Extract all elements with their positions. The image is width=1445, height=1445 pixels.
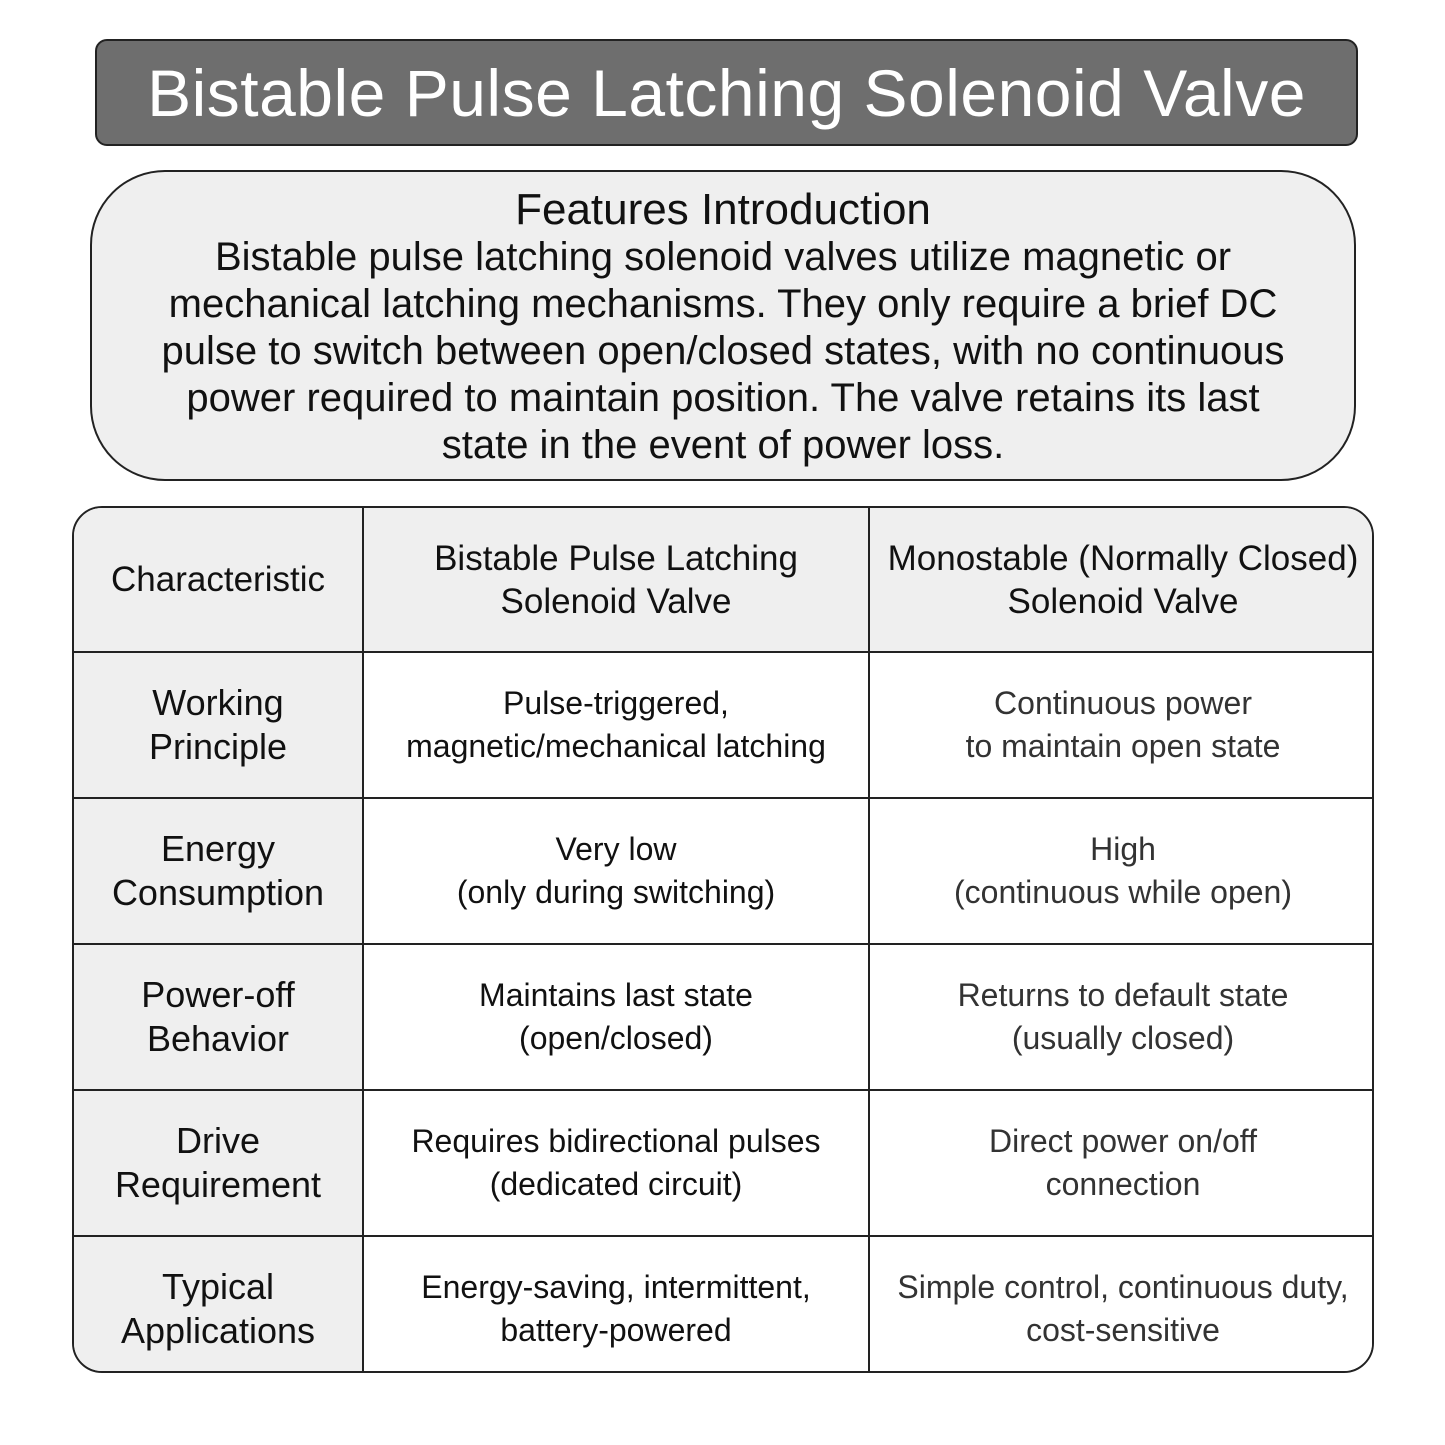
bistable-cell	[363, 1236, 869, 1373]
cell-text: Simple control, continuous duty,	[897, 1269, 1349, 1305]
row-label-text: Consumption	[111, 872, 325, 913]
table-header-row	[74, 508, 1374, 652]
cell-text: Pulse-triggered,	[503, 685, 729, 721]
monostable-cell	[869, 1236, 1374, 1373]
monostable-cell	[869, 1090, 1374, 1236]
monostable-cell	[869, 652, 1374, 798]
table-row-typical-applications	[74, 1236, 1374, 1373]
row-label	[74, 1090, 363, 1236]
cell-text: Energy-saving, intermittent,	[421, 1269, 811, 1305]
header-text: Bistable Pulse Latching	[434, 538, 798, 578]
cell-text: Requires bidirectional pulses	[411, 1123, 821, 1159]
row-label-text: Power-off	[141, 974, 295, 1015]
row-label-text: Working	[152, 682, 284, 723]
cell-text: (continuous while open)	[954, 874, 1292, 910]
row-label	[74, 652, 363, 798]
monostable-cell	[869, 798, 1374, 944]
bistable-cell	[363, 944, 869, 1090]
row-label	[74, 944, 363, 1090]
cell-text: High	[1090, 831, 1156, 867]
monostable-cell	[869, 944, 1374, 1090]
row-label-text: Applications	[120, 1310, 316, 1351]
row-label-text: Requirement	[114, 1164, 322, 1205]
cell-text: Very low	[555, 831, 677, 867]
comparison-table	[72, 506, 1374, 1373]
page-title: Bistable Pulse Latching Solenoid Valve	[147, 55, 1306, 130]
intro-body: Bistable pulse latching solenoid valves utilize magnetic or mechanical latching mechanisms. They only require a brief DC pulse to switch between open/closed states, with no continuous power required to maintain position. The valve retains its last state in the event of power loss.	[161, 235, 1285, 467]
cell-text: (open/closed)	[519, 1020, 713, 1056]
bistable-cell	[363, 1090, 869, 1236]
cell-text: cost-sensitive	[1026, 1312, 1220, 1348]
title-banner	[95, 39, 1358, 146]
cell-text: (only during switching)	[456, 874, 776, 910]
table-row-working-principle	[74, 652, 1374, 798]
table-row-power-off-behavior	[74, 944, 1374, 1090]
row-label-text: Behavior	[146, 1018, 290, 1059]
cell-text: Returns to default state	[957, 977, 1289, 1013]
header-monostable	[869, 508, 1374, 652]
cell-text: (dedicated circuit)	[489, 1166, 743, 1202]
bistable-cell	[363, 652, 869, 798]
row-label-text: Energy	[160, 828, 276, 869]
cell-text: Maintains last state	[479, 977, 753, 1013]
features-introduction-panel	[90, 170, 1356, 481]
cell-text: Direct power on/off	[989, 1123, 1257, 1159]
bistable-cell	[363, 798, 869, 944]
cell-text: to maintain open state	[965, 728, 1281, 764]
table-row-drive-requirement	[74, 1090, 1374, 1236]
intro-heading: Features Introduction	[515, 185, 931, 234]
header-bistable	[363, 508, 869, 652]
row-label-text: Principle	[148, 726, 288, 767]
cell-text: Continuous power	[994, 685, 1252, 721]
cell-text: connection	[1045, 1166, 1201, 1202]
row-label-text: Typical	[161, 1266, 275, 1307]
header-text: Solenoid Valve	[500, 581, 732, 621]
cell-text: (usually closed)	[1011, 1020, 1235, 1056]
table-row-energy-consumption	[74, 798, 1374, 944]
header-text: Solenoid Valve	[1007, 581, 1239, 621]
row-label	[74, 798, 363, 944]
header-text: Monostable (Normally Closed)	[887, 538, 1359, 578]
row-label-text: Drive	[175, 1120, 260, 1161]
header-text: Characteristic	[111, 560, 325, 599]
header-characteristic	[74, 508, 363, 652]
cell-text: battery-powered	[500, 1312, 732, 1348]
row-label	[74, 1236, 363, 1373]
cell-text: magnetic/mechanical latching	[406, 728, 826, 764]
